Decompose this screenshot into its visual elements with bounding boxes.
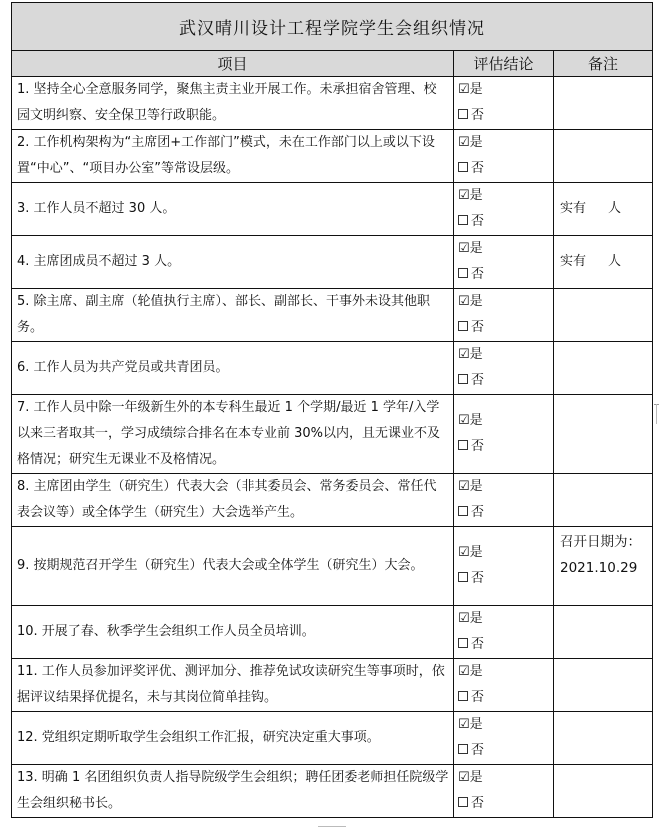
option-no[interactable]: 否: [458, 738, 553, 764]
checked-box-icon: ☑: [458, 135, 470, 150]
table-row: [12, 606, 653, 659]
table-row: [12, 712, 653, 765]
option-yes[interactable]: ☑是: [458, 770, 483, 785]
evaluation-options: [454, 606, 554, 659]
unchecked-box-icon: [458, 109, 468, 119]
note-actual-label: 实有: [560, 201, 587, 216]
evaluation-options: [454, 130, 554, 183]
item-text: 7. 工作人员中除一年级新生外的本专科生最近 1 个学期/最近 1 学年/入学以来三者取其一，学习成绩综合排名在本专业前 30%以内，且无课业不及格情况；研究生无课业不及格情况。: [12, 395, 454, 474]
note-unit-label: 人: [608, 201, 622, 216]
option-yes[interactable]: ☑是: [458, 294, 483, 309]
evaluation-options: [454, 77, 554, 130]
unchecked-box-icon: [458, 321, 468, 331]
table-row: [12, 342, 653, 395]
table-row: [12, 236, 653, 289]
evaluation-options: [454, 183, 554, 236]
title-row: [12, 3, 653, 51]
option-no[interactable]: 否: [458, 500, 553, 526]
checked-box-icon: ☑: [458, 294, 470, 309]
item-text: 13. 明确 1 名团组织负责人指导院级学生会组织；聘任团委老师担任院级学生会组织秘书长。: [12, 765, 454, 818]
note-cell: [554, 342, 653, 395]
option-yes[interactable]: ☑是: [458, 611, 483, 626]
item-text: 3. 工作人员不超过 30 人。: [12, 183, 454, 236]
item-text: 9. 按期规范召开学生（研究生）代表大会或全体学生（研究生）大会。: [12, 527, 454, 606]
header-row: [12, 51, 653, 77]
unchecked-box-icon: [458, 215, 468, 225]
note-cell: [554, 130, 653, 183]
unchecked-box-icon: [458, 374, 468, 384]
page-footer-marker: [318, 826, 346, 830]
item-text: 5. 除主席、副主席（轮值执行主席）、部长、副部长、干事外未设其他职务。: [12, 289, 454, 342]
table-row: [12, 130, 653, 183]
unchecked-box-icon: [458, 744, 468, 754]
item-text: 11. 工作人员参加评奖评优、测评加分、推荐免试攻读研究生等事项时，依据评议结果择优提名，未与其岗位简单挂钩。: [12, 659, 454, 712]
unchecked-box-icon: [458, 691, 468, 701]
note-cell: 召开日期为：2021.10.29: [554, 527, 653, 606]
option-yes[interactable]: ☑是: [458, 479, 483, 494]
checked-box-icon: ☑: [458, 82, 470, 97]
note-cell: [554, 474, 653, 527]
checked-box-icon: ☑: [458, 347, 470, 362]
option-no[interactable]: 否: [458, 791, 553, 817]
table-row: [12, 659, 653, 712]
evaluation-options: [454, 289, 554, 342]
option-yes[interactable]: ☑是: [458, 135, 483, 150]
table-row: [12, 765, 653, 818]
note-cell: [554, 183, 653, 236]
evaluation-options: [454, 765, 554, 818]
unchecked-box-icon: [458, 638, 468, 648]
organization-assessment-table: [11, 2, 653, 818]
option-yes[interactable]: ☑是: [458, 413, 483, 428]
table-row: [12, 289, 653, 342]
header-evaluation: 评估结论: [454, 51, 554, 77]
table-row: [12, 474, 653, 527]
option-no[interactable]: 否: [458, 156, 553, 182]
checked-box-icon: ☑: [458, 611, 470, 626]
item-text: 4. 主席团成员不超过 3 人。: [12, 236, 454, 289]
option-yes[interactable]: ☑是: [458, 82, 483, 97]
unchecked-box-icon: [458, 572, 468, 582]
option-yes[interactable]: ☑是: [458, 241, 483, 256]
evaluation-options: [454, 659, 554, 712]
evaluation-options: [454, 712, 554, 765]
table-row: [12, 527, 653, 606]
option-yes[interactable]: ☑是: [458, 545, 483, 560]
note-cell: [554, 659, 653, 712]
evaluation-options: [454, 342, 554, 395]
unchecked-box-icon: [458, 440, 468, 450]
checked-box-icon: ☑: [458, 545, 470, 560]
checked-box-icon: ☑: [458, 479, 470, 494]
evaluation-options: [454, 474, 554, 527]
checked-box-icon: ☑: [458, 188, 470, 203]
note-cell: [554, 77, 653, 130]
item-text: 6. 工作人员为共产党员或共青团员。: [12, 342, 454, 395]
item-text: 10. 开展了春、秋季学生会组织工作人员全员培训。: [12, 606, 454, 659]
checked-box-icon: ☑: [458, 664, 470, 679]
option-no[interactable]: 否: [458, 368, 553, 394]
option-no[interactable]: 否: [458, 315, 553, 341]
unchecked-box-icon: [458, 162, 468, 172]
evaluation-options: [454, 395, 554, 474]
table-row: [12, 395, 653, 474]
option-no[interactable]: 否: [458, 566, 553, 592]
note-cell: [554, 606, 653, 659]
item-text: 8. 主席团由学生（研究生）代表大会（非其委员会、常务委员会、常任代表会议等）或全体学生（研究生）大会选举产生。: [12, 474, 454, 527]
unchecked-box-icon: [458, 506, 468, 516]
unchecked-box-icon: [458, 268, 468, 278]
header-item: 项目: [12, 51, 454, 77]
item-text: 12. 党组织定期听取学生会组织工作汇报，研究决定重大事项。: [12, 712, 454, 765]
note-cell: [554, 712, 653, 765]
evaluation-options: [454, 236, 554, 289]
table-title: 武汉晴川设计工程学院学生会组织情况: [12, 3, 653, 51]
note-cell: [554, 765, 653, 818]
option-no[interactable]: 否: [458, 103, 553, 129]
option-no[interactable]: 否: [458, 209, 553, 235]
option-no[interactable]: 否: [458, 262, 553, 288]
note-cell: [554, 395, 653, 474]
evaluation-options: [454, 527, 554, 606]
header-note: 备注: [554, 51, 653, 77]
page-edge-marker: [656, 404, 657, 424]
note-cell: [554, 289, 653, 342]
option-no[interactable]: 否: [458, 685, 553, 711]
option-yes[interactable]: ☑是: [458, 664, 483, 679]
note-unit-label: 人: [608, 254, 622, 269]
note-cell: [554, 236, 653, 289]
option-yes[interactable]: ☑是: [458, 717, 483, 732]
option-yes[interactable]: ☑是: [458, 188, 483, 203]
option-yes[interactable]: ☑是: [458, 347, 483, 362]
table-row: [12, 77, 653, 130]
item-text: 1. 坚持全心全意服务同学，聚焦主责主业开展工作。未承担宿舍管理、校园文明纠察、安全保卫等行政职能。: [12, 77, 454, 130]
unchecked-box-icon: [458, 797, 468, 807]
option-no[interactable]: 否: [458, 434, 553, 460]
note-actual-label: 实有: [560, 254, 587, 269]
checked-box-icon: ☑: [458, 413, 470, 428]
option-no[interactable]: 否: [458, 632, 553, 658]
table-row: [12, 183, 653, 236]
checked-box-icon: ☑: [458, 241, 470, 256]
checked-box-icon: ☑: [458, 717, 470, 732]
checked-box-icon: ☑: [458, 770, 470, 785]
item-text: 2. 工作机构架构为“主席团+工作部门”模式，未在工作部门以上或以下设置“中心”、“项目办公室”等常设层级。: [12, 130, 454, 183]
